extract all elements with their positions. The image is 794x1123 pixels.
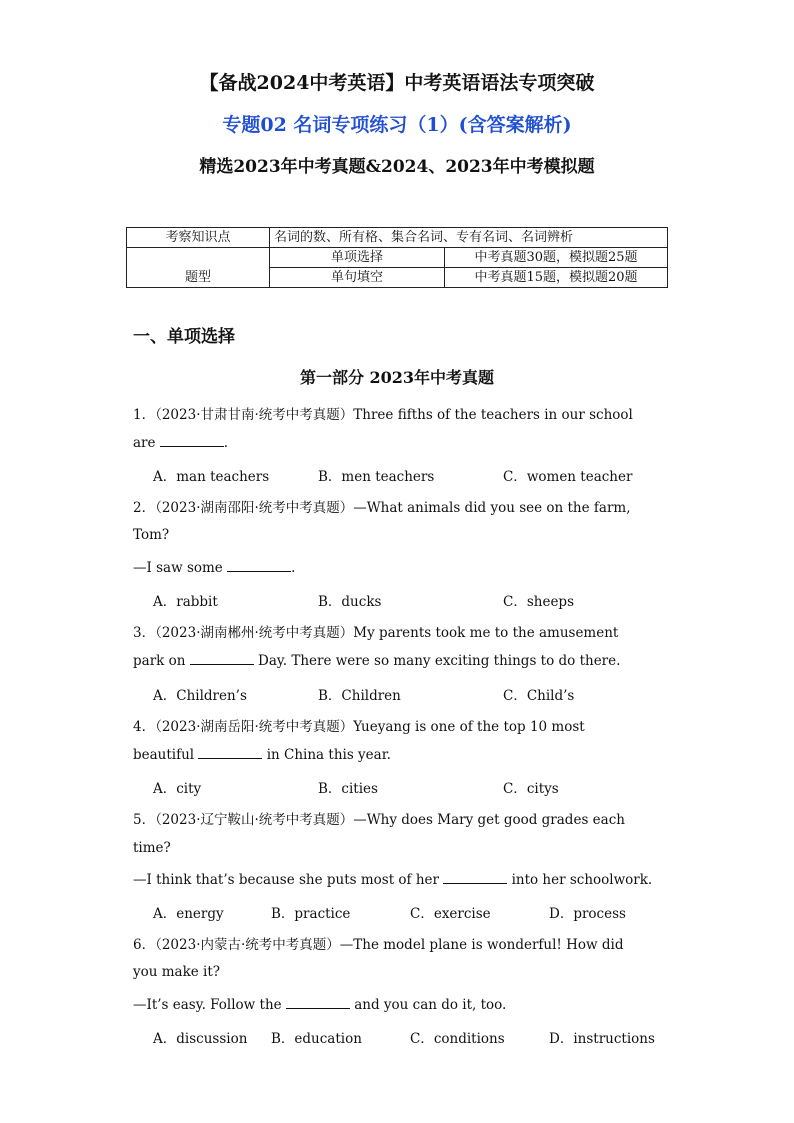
table-cell: 中考真题15题，模拟题20题: [445, 268, 668, 288]
question-2-line2: Tom?: [133, 527, 170, 543]
answer-blank: [160, 434, 224, 447]
answer-blank: [443, 871, 507, 884]
table-cell: 考察知识点: [127, 228, 270, 248]
option-d: D．process: [549, 906, 626, 922]
table-row: [127, 248, 668, 268]
question-3: 3．（2023·湖南郴州·统考中考真题）My parents took me to the amusement: [133, 625, 619, 641]
answer-blank: [227, 559, 291, 572]
option-b: B．Children: [318, 688, 401, 704]
option-d: D．instructions: [549, 1031, 655, 1047]
table-cell: 中考真题30题，模拟题25题: [445, 248, 668, 268]
option-a: A．man teachers: [153, 469, 270, 485]
question-6-line2: you make it?: [133, 964, 221, 980]
option-a: A．energy: [153, 906, 224, 922]
option-b: B．cities: [318, 781, 378, 797]
option-b: B．ducks: [318, 594, 382, 610]
question-3-line2: park on Day. There were so many exciting things to do there.: [133, 653, 621, 669]
document-title: 【备战2024中考英语】中考英语语法专项突破: [199, 72, 595, 94]
question-2-line3: —I saw some .: [133, 560, 296, 576]
table-cell: 名词的数、所有格、集合名词、专有名词、名词辨析: [270, 228, 668, 248]
question-6-line3: —It’s easy. Follow the and you can do it, too.: [133, 997, 507, 1013]
option-a: A．rabbit: [153, 594, 218, 610]
option-c: C．women teacher: [503, 469, 633, 485]
option-a: A．discussion: [153, 1031, 248, 1047]
table-cell: 单项选择: [270, 248, 445, 268]
option-c: C．conditions: [410, 1031, 505, 1047]
question-4: 4．（2023·湖南岳阳·统考中考真题）Yueyang is one of the top 10 most: [133, 719, 585, 735]
question-6: 6．（2023·内蒙古·统考中考真题）—The model plane is wonderful! How did: [133, 937, 624, 953]
answer-blank: [198, 746, 262, 759]
option-c: C．Child’s: [503, 688, 575, 704]
option-b: B．men teachers: [318, 469, 435, 485]
table-cell: 题型: [127, 248, 270, 288]
table-row: [127, 228, 668, 248]
question-2: 2．（2023·湖南邵阳·统考中考真题）—What animals did you see on the farm,: [133, 500, 631, 516]
answer-blank: [286, 996, 350, 1009]
answer-blank: [190, 652, 254, 665]
option-a: A．city: [153, 781, 202, 797]
question-1: 1．（2023·甘肃甘南·统考中考真题）Three fifths of the teachers in our school: [133, 407, 633, 423]
section-title: 一、单项选择: [133, 327, 235, 347]
option-c: C．sheeps: [503, 594, 575, 610]
option-c: C．citys: [503, 781, 559, 797]
option-b: B．practice: [271, 906, 351, 922]
question-5: 5．（2023·辽宁鞍山·统考中考真题）—Why does Mary get good grades each: [133, 812, 625, 828]
option-c: C．exercise: [410, 906, 491, 922]
question-5-line2: time?: [133, 840, 171, 856]
table-cell: 单句填空: [270, 268, 445, 288]
question-1-line2: are .: [133, 435, 229, 451]
knowledge-table: [126, 227, 668, 288]
option-b: B．education: [271, 1031, 362, 1047]
question-4-line2: beautiful in China this year.: [133, 747, 391, 763]
part-title: 第一部分 2023年中考真题: [299, 368, 495, 387]
document-subtitle-2: 精选2023年中考真题&2024、2023年中考模拟题: [199, 157, 595, 177]
option-a: A．Children’s: [153, 688, 247, 704]
document-subtitle: 专题02 名词专项练习（1）(含答案解析): [222, 114, 572, 136]
question-5-line3: —I think that’s because she puts most of her into her schoolwork.: [133, 872, 653, 888]
